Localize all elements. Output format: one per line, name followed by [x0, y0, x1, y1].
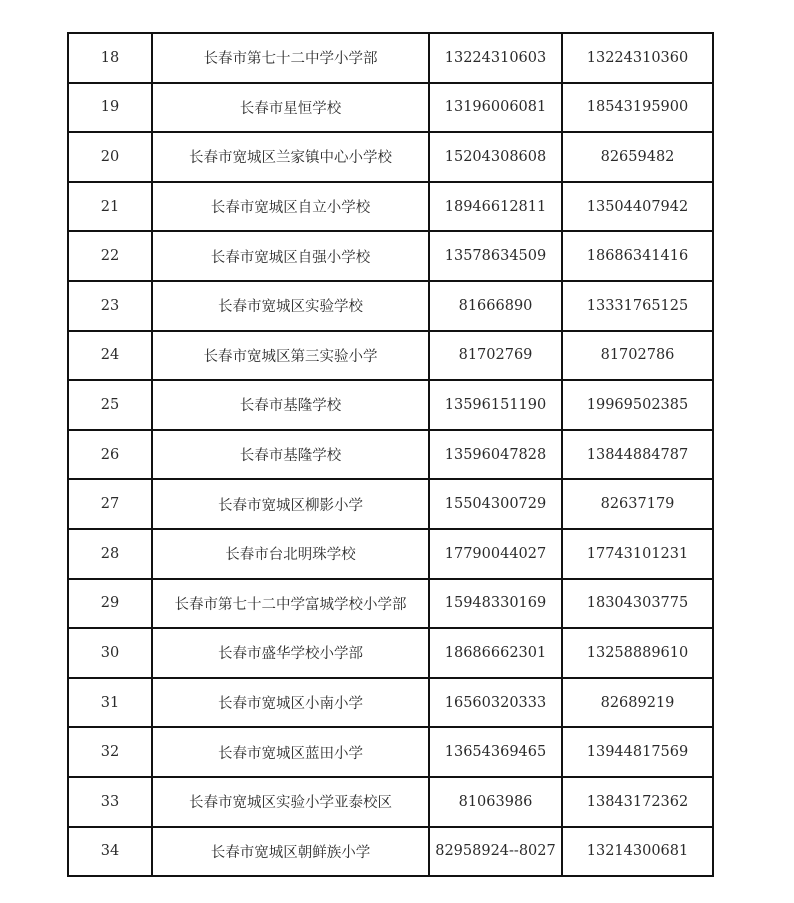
school-name-cell: 长春市宽城区实验小学亚泰校区	[152, 777, 429, 827]
table-row	[68, 380, 713, 430]
phone-2-cell: 13844884787	[562, 430, 713, 480]
phone-2-cell: 13214300681	[562, 827, 713, 877]
phone-1-cell: 13196006081	[429, 83, 562, 133]
table-row	[68, 628, 713, 678]
school-name-cell: 长春市台北明珠学校	[152, 529, 429, 579]
school-name-cell: 长春市第七十二中学小学部	[152, 33, 429, 83]
phone-1-cell: 13596047828	[429, 430, 562, 480]
phone-1-cell: 81063986	[429, 777, 562, 827]
table-row	[68, 777, 713, 827]
row-number-cell: 26	[68, 430, 152, 480]
row-number-cell: 18	[68, 33, 152, 83]
phone-1-cell: 15504300729	[429, 479, 562, 529]
phone-2-cell: 17743101231	[562, 529, 713, 579]
phone-2-cell: 19969502385	[562, 380, 713, 430]
row-number-cell: 24	[68, 331, 152, 381]
school-name-cell: 长春市基隆学校	[152, 430, 429, 480]
row-number-cell: 33	[68, 777, 152, 827]
table-row	[68, 579, 713, 629]
phone-1-cell: 15948330169	[429, 579, 562, 629]
school-name-cell: 长春市基隆学校	[152, 380, 429, 430]
phone-2-cell: 82689219	[562, 678, 713, 728]
school-name-cell: 长春市宽城区小南小学	[152, 678, 429, 728]
phone-1-cell: 13596151190	[429, 380, 562, 430]
row-number-cell: 31	[68, 678, 152, 728]
phone-2-cell: 13258889610	[562, 628, 713, 678]
table-row	[68, 132, 713, 182]
school-name-cell: 长春市星恒学校	[152, 83, 429, 133]
row-number-cell: 19	[68, 83, 152, 133]
table-row	[68, 430, 713, 480]
row-number-cell: 29	[68, 579, 152, 629]
row-number-cell: 34	[68, 827, 152, 877]
table-row	[68, 33, 713, 83]
table-row	[68, 281, 713, 331]
phone-1-cell: 81702769	[429, 331, 562, 381]
row-number-cell: 23	[68, 281, 152, 331]
school-name-cell: 长春市宽城区自立小学校	[152, 182, 429, 232]
table-row	[68, 827, 713, 877]
row-number-cell: 20	[68, 132, 152, 182]
table-row	[68, 231, 713, 281]
table-row	[68, 83, 713, 133]
phone-2-cell: 18543195900	[562, 83, 713, 133]
row-number-cell: 27	[68, 479, 152, 529]
school-name-cell: 长春市宽城区柳影小学	[152, 479, 429, 529]
phone-1-cell: 18686662301	[429, 628, 562, 678]
row-number-cell: 28	[68, 529, 152, 579]
phone-2-cell: 13331765125	[562, 281, 713, 331]
school-name-cell: 长春市宽城区朝鲜族小学	[152, 827, 429, 877]
phone-1-cell: 16560320333	[429, 678, 562, 728]
phone-2-cell: 13843172362	[562, 777, 713, 827]
table-row	[68, 182, 713, 232]
school-name-cell: 长春市盛华学校小学部	[152, 628, 429, 678]
phone-1-cell: 13578634509	[429, 231, 562, 281]
school-name-cell: 长春市宽城区兰家镇中心小学校	[152, 132, 429, 182]
table-body	[68, 33, 713, 876]
row-number-cell: 32	[68, 727, 152, 777]
school-name-cell: 长春市第七十二中学富城学校小学部	[152, 579, 429, 629]
school-name-cell: 长春市宽城区实验学校	[152, 281, 429, 331]
phone-2-cell: 13944817569	[562, 727, 713, 777]
table-row	[68, 479, 713, 529]
phone-1-cell: 81666890	[429, 281, 562, 331]
phone-1-cell: 13654369465	[429, 727, 562, 777]
phone-1-cell: 82958924--8027	[429, 827, 562, 877]
phone-2-cell: 18686341416	[562, 231, 713, 281]
row-number-cell: 21	[68, 182, 152, 232]
phone-1-cell: 17790044027	[429, 529, 562, 579]
table-row	[68, 678, 713, 728]
phone-2-cell: 82659482	[562, 132, 713, 182]
table-row	[68, 529, 713, 579]
row-number-cell: 30	[68, 628, 152, 678]
school-name-cell: 长春市宽城区第三实验小学	[152, 331, 429, 381]
phone-1-cell: 15204308608	[429, 132, 562, 182]
phone-2-cell: 13224310360	[562, 33, 713, 83]
phone-2-cell: 82637179	[562, 479, 713, 529]
phone-2-cell: 18304303775	[562, 579, 713, 629]
row-number-cell: 25	[68, 380, 152, 430]
phone-1-cell: 13224310603	[429, 33, 562, 83]
phone-2-cell: 81702786	[562, 331, 713, 381]
phone-2-cell: 13504407942	[562, 182, 713, 232]
table-row	[68, 727, 713, 777]
school-name-cell: 长春市宽城区蓝田小学	[152, 727, 429, 777]
school-name-cell: 长春市宽城区自强小学校	[152, 231, 429, 281]
phone-1-cell: 18946612811	[429, 182, 562, 232]
row-number-cell: 22	[68, 231, 152, 281]
school-contact-table	[67, 32, 714, 877]
table-row	[68, 331, 713, 381]
